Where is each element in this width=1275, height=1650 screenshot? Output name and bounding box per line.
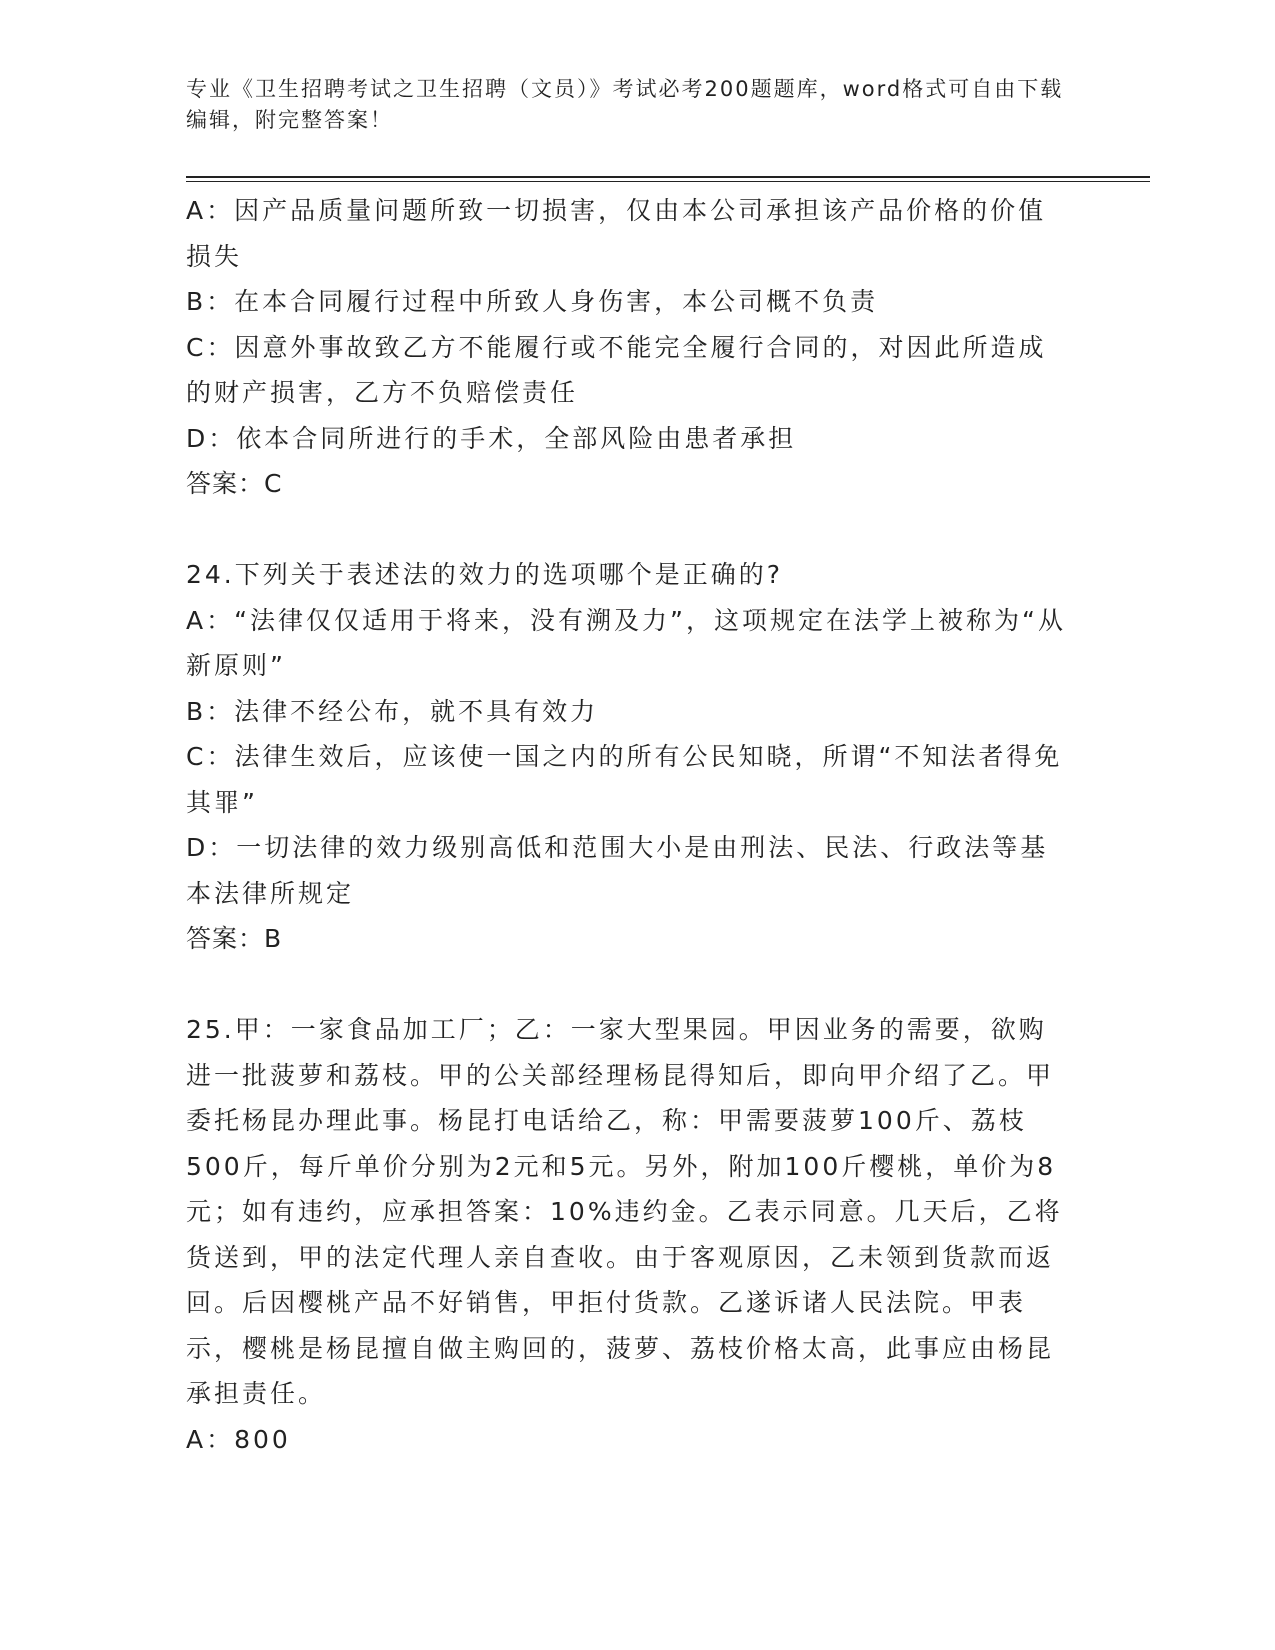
q25-option-a: A：800 — [186, 1424, 291, 1454]
question-23-block — [186, 188, 1066, 507]
spacer — [186, 962, 1066, 1008]
spacer — [186, 507, 1066, 553]
q23-option-b: B：在本合同履行过程中所致人身伤害，本公司概不负责 — [186, 287, 879, 316]
q24-question: 24.下列关于表述法的效力的选项哪个是正确的? — [186, 560, 784, 589]
q23-option-c: C：因意外事故致乙方不能履行或不能完全履行合同的，对因此所造成的财产损害，乙方不负赔偿责任 — [186, 332, 1047, 407]
question-24-block — [186, 552, 1066, 962]
header-rule-thin — [186, 181, 1150, 182]
q25-question: 25.甲：一家食品加工厂；乙：一家大型果园。甲因业务的需要，欲购进一批菠萝和荔枝。甲的公关部经理杨昆得知后，即向甲介绍了乙。甲委托杨昆办理此事。杨昆打电话给乙，称：甲需要菠萝100斤、荔枝500斤，每斤单价分别为2元和5元。另外，附加100斤樱桃，单价为8元；如有违约，应承担答案：10%违约金。乙表示同意。几天后，乙将货送到，甲的法定代理人亲自查收。由于客观原因，乙未领到货款而返回。后因樱桃产品不好销售，甲拒付货款。乙遂诉诸人民法院。甲表示，樱桃是杨昆擅自做主购回的，菠萝、荔枝价格太高，此事应由杨昆承担责任。 — [186, 1015, 1063, 1408]
q24-option-d: D：一切法律的效力级别高低和范围大小是由刑法、民法、行政法等基本法律所规定 — [186, 833, 1049, 908]
header-rule-thick — [186, 176, 1150, 178]
q24-option-a: A：“法律仅仅适用于将来，没有溯及力”，这项规定在法学上被称为“从新原则” — [186, 605, 1066, 680]
document-header: 专业《卫生招聘考试之卫生招聘（文员）》考试必考200题题库，word格式可自由下载编辑，附完整答案！ — [186, 77, 1064, 132]
document-body — [186, 188, 1066, 1462]
q23-answer: 答案：C — [186, 469, 283, 498]
q24-option-c: C：法律生效后，应该使一国之内的所有公民知晓，所谓“不知法者得免其罪” — [186, 742, 1063, 817]
q23-option-d: D：依本合同所进行的手术，全部风险由患者承担 — [186, 423, 797, 453]
question-25-block — [186, 1007, 1066, 1462]
q24-option-b: B：法律不经公布，就不具有效力 — [186, 696, 599, 726]
q23-option-a: A：因产品质量问题所致一切损害，仅由本公司承担该产品价格的价值损失 — [186, 196, 1047, 271]
q24-answer: 答案：B — [186, 924, 283, 953]
